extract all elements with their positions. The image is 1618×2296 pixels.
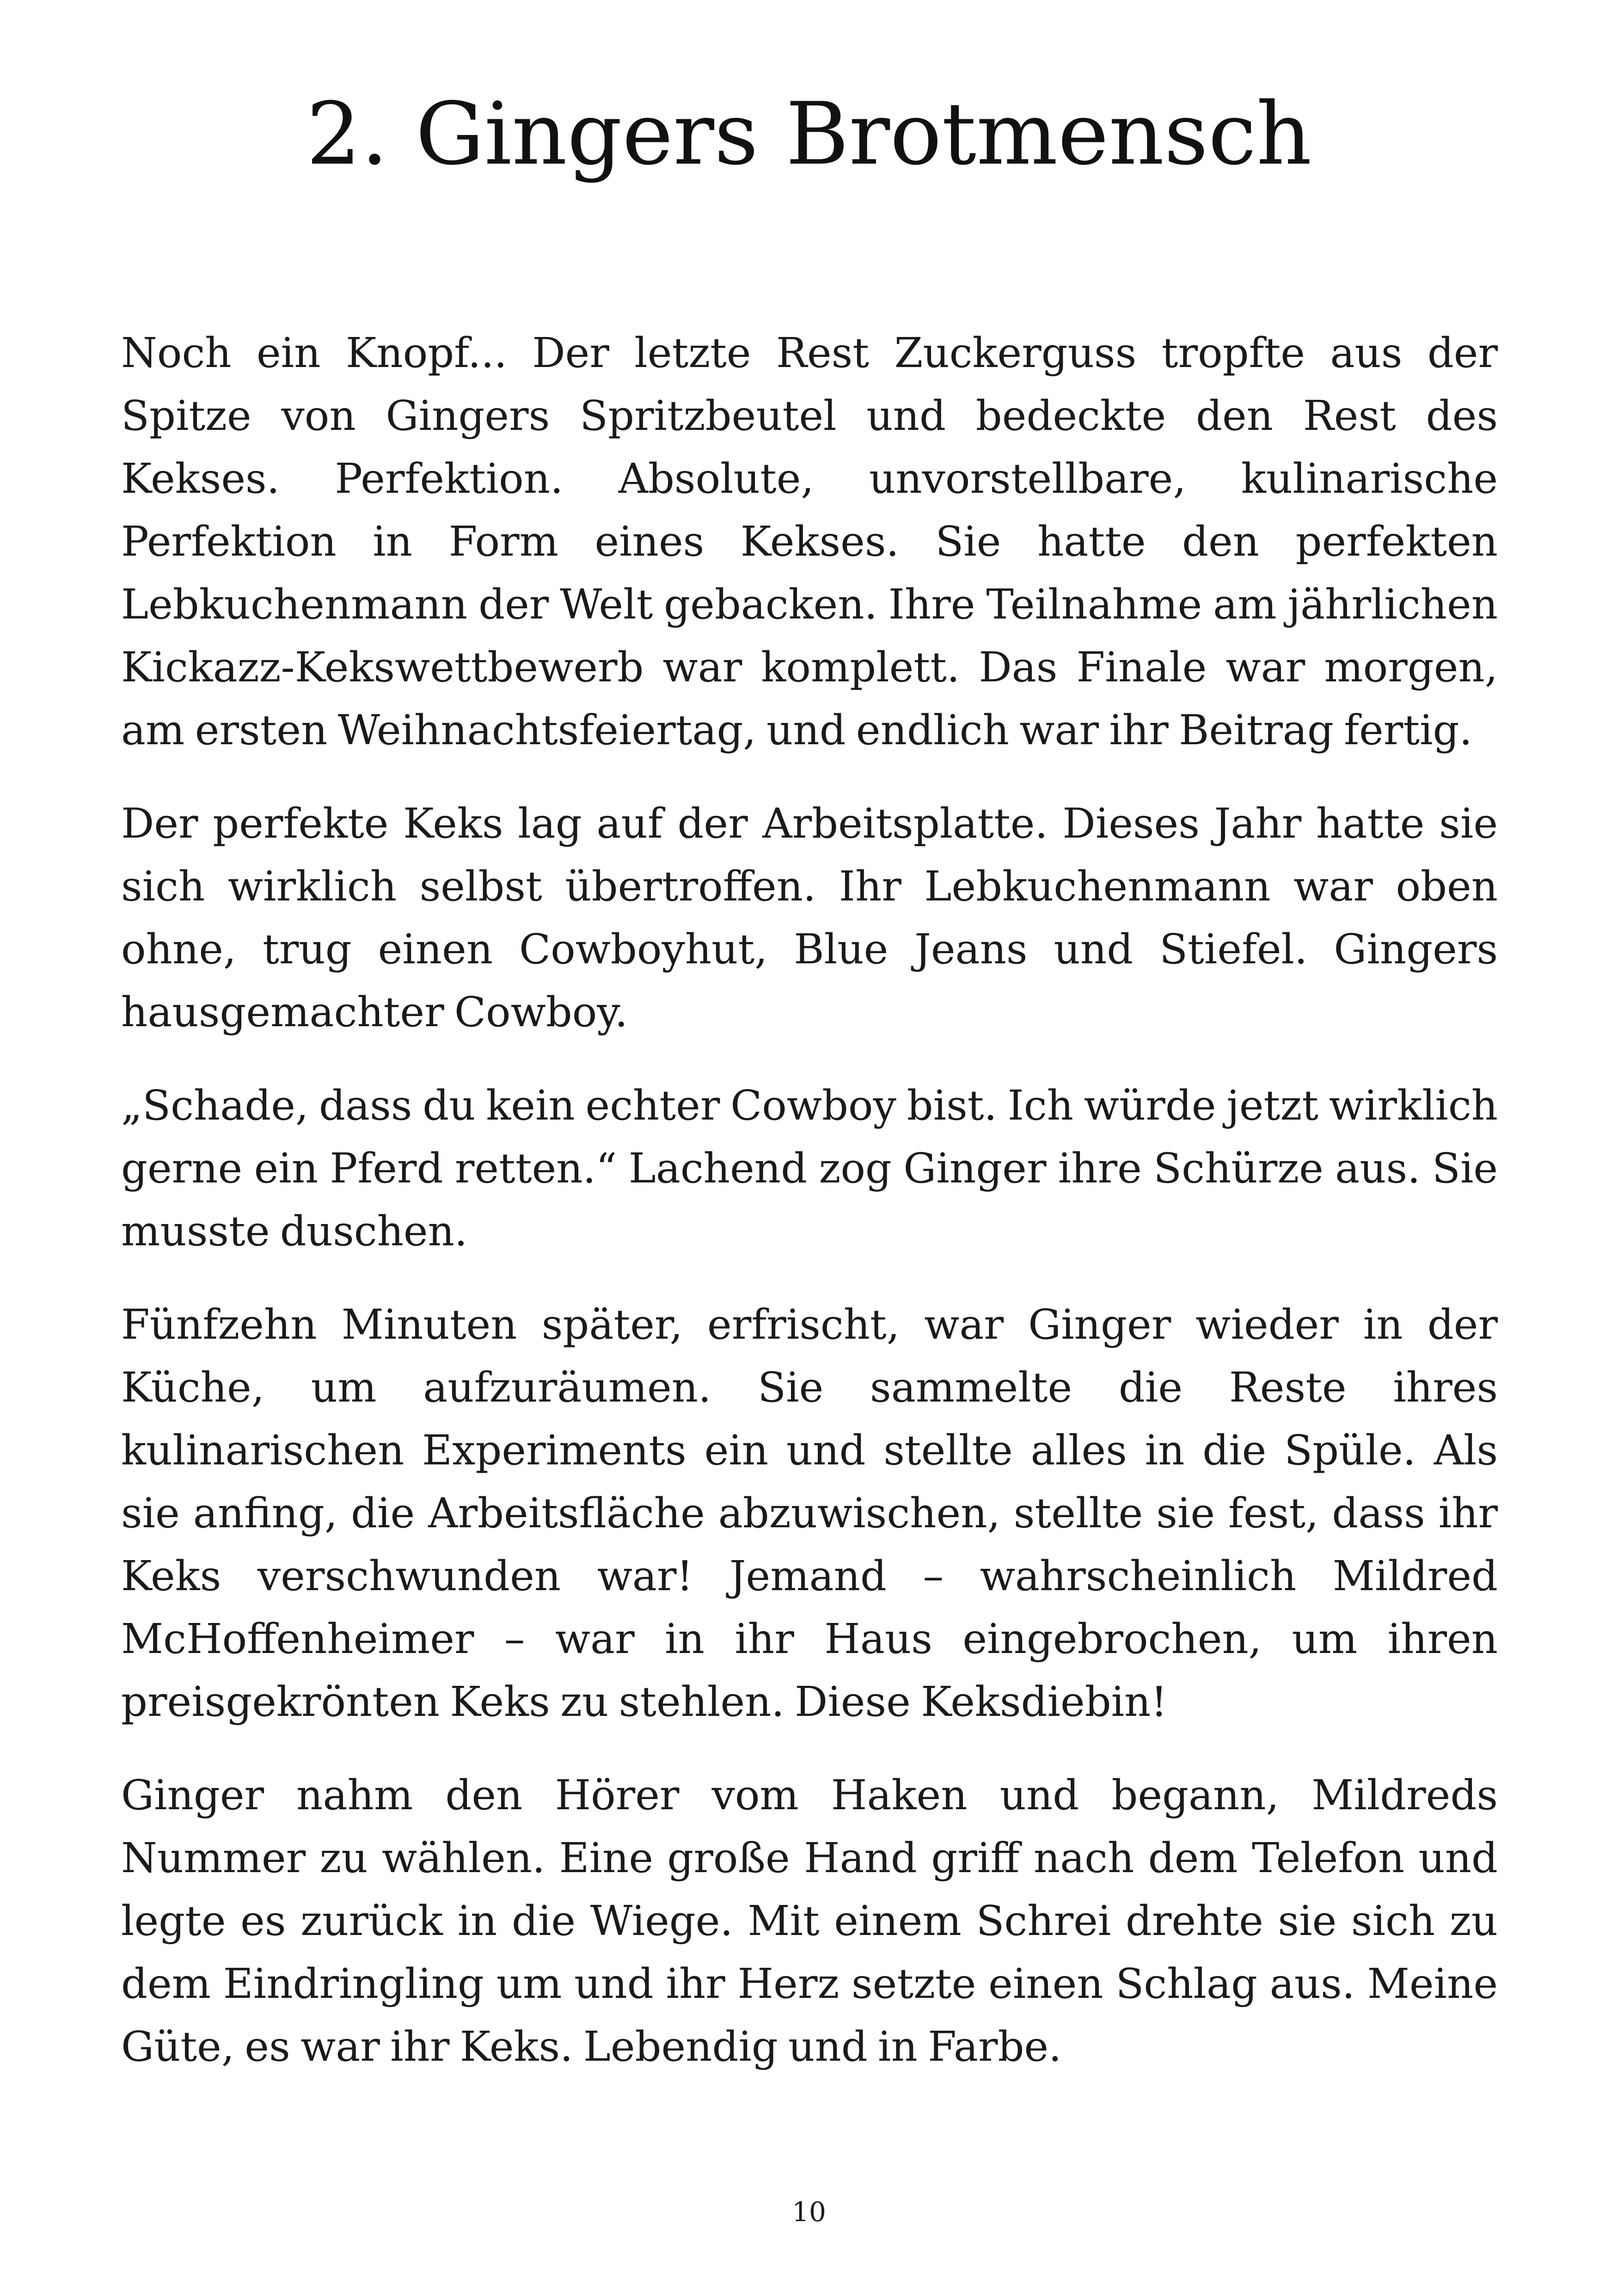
paragraph-4: Fünfzehn Minuten später, erfrischt, war Ginger wieder in der Küche, um aufzuräumen. Sie sammelte die Reste ihres kulinarischen Experiments ein und stellte alles in die Spüle. Als sie anfing, die Arbeitsfläche abzuwischen, stellte sie fest, dass ihr Keks verschwunden war! Jemand – wahrscheinlich Mildred McHoffenheimer – war in ihr Haus eingebrochen, um ihren preisgekrönten Keks zu stehlen. Diese Keksdiebin! <box>121 1300 1498 1726</box>
chapter-title: 2. Gingers Brotmensch <box>306 84 1312 184</box>
chapter-body <box>121 321 1498 2108</box>
paragraph-5: Ginger nahm den Hörer vom Haken und begann, Mildreds Nummer zu wählen. Eine große Hand griff nach dem Telefon und legte es zurück in die Wiege. Mit einem Schrei drehte sie sich zu dem Eindringling um und ihr Herz setzte einen Schlag aus. Meine Güte, es war ihr Keks. Lebendig und in Farbe. <box>121 1771 1498 2070</box>
paragraph-1: Noch ein Knopf... Der letzte Rest Zuckerguss tropfte aus der Spitze von Gingers Spritzbeutel und bedeckte den Rest des Kekses. Perfektion. Absolute, unvorstellbare, kulinarische Perfektion in Form eines Kekses. Sie hatte den perfekten Lebkuchenmann der Welt gebacken. Ihre Teilnahme am jährlichen Kickazz-Kekswettbewerb war komplett. Das Finale war morgen, am ersten Weihnachtsfeiertag, und endlich war ihr Beitrag fertig. <box>121 329 1498 754</box>
paragraph-3: „Schade, dass du kein echter Cowboy bist. Ich würde jetzt wirklich gerne ein Pferd retten.“ Lachend zog Ginger ihre Schürze aus. Sie musste duschen. <box>121 1081 1498 1255</box>
paragraph-2: Der perfekte Keks lag auf der Arbeitsplatte. Dieses Jahr hatte sie sich wirklich selbst übertroffen. Ihr Lebkuchenmann war oben ohne, trug einen Cowboyhut, Blue Jeans und Stiefel. Gingers hausgemachter Cowboy. <box>121 799 1498 1036</box>
page-number: 10 <box>792 2196 826 2228</box>
